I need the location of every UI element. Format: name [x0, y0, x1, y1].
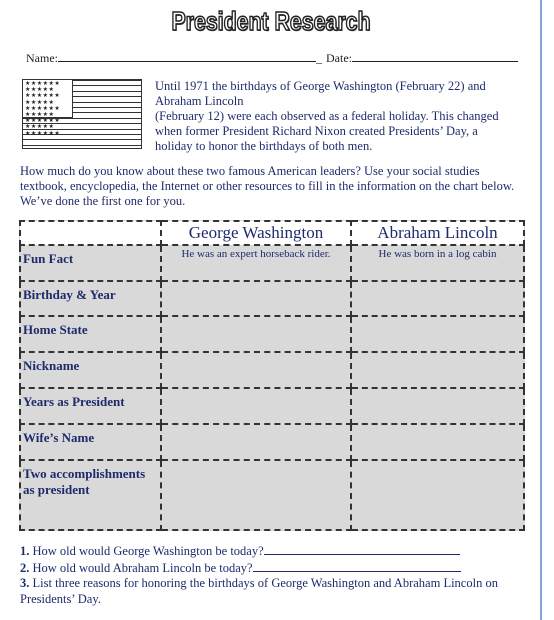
intro-paragraph: Until 1971 the birthdays of George Washington (February 22) and Abraham Lincoln (February 12) were each observed as a federal holiday. This changed when former President Richard Nixon created Presidents’ Day, a holiday to honor the birthdays of both men.	[155, 79, 499, 153]
table-row	[20, 281, 524, 316]
table-row	[20, 424, 524, 460]
table-row	[20, 245, 524, 281]
washington-cell[interactable]	[161, 388, 351, 424]
flag-stars: ★★★★★★ ★★★★★ ★★★★★★ ★★★★★ ★★★★★★ ★★★★★ ★★★★★★ ★★★★★ ★★★★★★	[23, 80, 73, 118]
row-label: Wife’s Name	[20, 424, 161, 460]
table-row	[20, 460, 524, 530]
question-2: 2. How old would Abraham Lincoln be today?	[20, 560, 520, 577]
washington-cell[interactable]: He was an expert horseback rider.	[161, 245, 351, 281]
name-blank[interactable]	[58, 50, 316, 62]
table-row	[20, 352, 524, 388]
question-3: 3. List three reasons for honoring the birthdays of George Washington and Abraham Lincoln on Presidents’ Day.	[20, 576, 498, 606]
name-date-line	[26, 50, 518, 66]
washington-cell[interactable]	[161, 424, 351, 460]
lincoln-cell[interactable]	[351, 388, 524, 424]
lincoln-cell[interactable]	[351, 424, 524, 460]
instructions-text: How much do you know about these two famous American leaders? Use your social studies textbook, encyclopedia, the Internet or other resources to fill in the information on the chart below. We’ve done the first one for you.	[20, 164, 515, 208]
answer-blank[interactable]	[253, 560, 461, 572]
answer-blank[interactable]	[264, 543, 460, 555]
row-label: Nickname	[20, 352, 161, 388]
table-row	[20, 316, 524, 352]
lincoln-cell[interactable]: He was born in a log cabin	[351, 245, 524, 281]
header-blank-cell	[20, 221, 161, 245]
page-title: President Research	[171, 6, 371, 36]
question-1: 1. How old would George Washington be today?	[20, 543, 520, 560]
question-number: 2.	[20, 560, 30, 575]
washington-cell[interactable]	[161, 316, 351, 352]
row-label: Fun Fact	[20, 245, 161, 281]
lincoln-cell[interactable]	[351, 460, 524, 530]
column-header-washington: George Washington	[161, 221, 351, 245]
washington-cell[interactable]	[161, 352, 351, 388]
lincoln-cell[interactable]	[351, 352, 524, 388]
question-number: 1.	[20, 544, 30, 558]
date-label: Date:	[326, 51, 352, 65]
column-header-lincoln: Abraham Lincoln	[351, 221, 524, 245]
table-header-row	[20, 221, 524, 245]
lincoln-cell[interactable]	[351, 281, 524, 316]
row-label: Birthday & Year	[20, 281, 161, 316]
page-edge	[540, 0, 542, 620]
washington-cell[interactable]	[161, 281, 351, 316]
us-flag-icon	[22, 79, 142, 149]
question-number: 3.	[20, 576, 30, 590]
row-label: Two accomplishments as president	[20, 460, 161, 530]
lincoln-cell[interactable]	[351, 316, 524, 352]
questions-section	[20, 543, 520, 607]
date-blank[interactable]	[352, 50, 518, 62]
table-row	[20, 388, 524, 424]
name-label: Name:	[26, 51, 58, 65]
research-table	[19, 220, 525, 531]
row-label: Years as President	[20, 388, 161, 424]
row-label: Home State	[20, 316, 161, 352]
washington-cell[interactable]	[161, 460, 351, 530]
name-tail: _	[316, 51, 322, 65]
